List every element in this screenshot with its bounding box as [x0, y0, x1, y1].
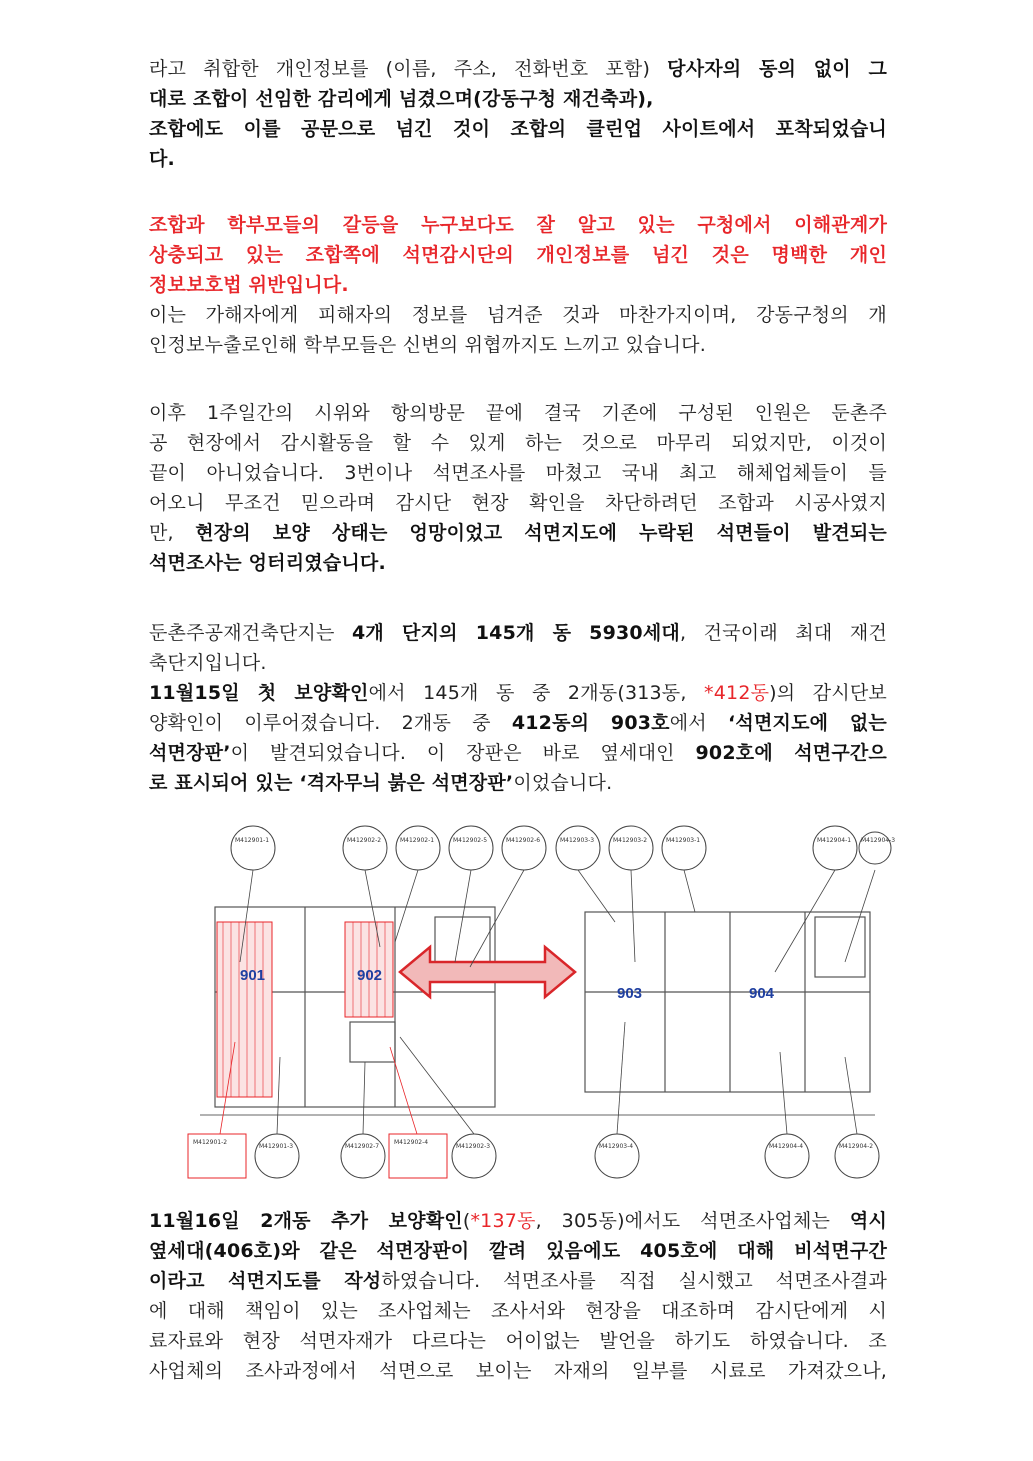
- text-line: [149, 548, 887, 578]
- text-line: [149, 428, 887, 458]
- text-line: [149, 84, 887, 114]
- sample-tag: M412904-2: [839, 1143, 874, 1150]
- text-run: 412동의 903호: [511, 712, 670, 734]
- text-run: ‘석면지도에 없는: [727, 712, 887, 734]
- text-run: 공 현장에서 감시활동을 할 수 있게 하는 것으로 마무리 되었지만, 이것이: [149, 432, 887, 454]
- text-run: )의 감시단보: [769, 682, 887, 704]
- sample-tag: M412901-1: [235, 837, 270, 844]
- text-line: [149, 210, 887, 240]
- text-run: 에 대해 책임이 있는 조사업체는 조사서와 현장을 대조하며 감시단에게 시: [149, 1300, 887, 1322]
- unit-label: 904: [749, 985, 775, 1002]
- text-line: [149, 518, 887, 548]
- sample-tag: M412903-2: [613, 837, 648, 844]
- text-run: 11월15일 첫 보양확인: [149, 682, 369, 704]
- text-run: 이후 1주일간의 시위와 항의방문 끝에 결국 기존에 구성된 인원은 둔촌주: [149, 402, 887, 424]
- text-run: 석면조사는 엉터리였습니다.: [149, 552, 386, 574]
- text-run: 사업체의 조사과정에서 석면으로 보이는 자재의 일부를 시료로 가져갔으나,: [149, 1360, 887, 1382]
- text-line: [149, 618, 887, 648]
- sample-tag: M412903-4: [599, 1143, 634, 1150]
- text-run: 역시: [849, 1210, 887, 1232]
- text-run: 축단지입니다.: [149, 652, 267, 674]
- text-line: [149, 768, 887, 798]
- text-line: [149, 708, 887, 738]
- text-line: [149, 1206, 887, 1236]
- text-run: (: [462, 1210, 471, 1232]
- paragraph-inspection: [149, 398, 887, 578]
- text-run: 당사자의 동의 없이 그: [667, 58, 887, 80]
- text-run: *137동: [470, 1210, 536, 1232]
- text-run: 이는 가해자에게 피해자의 정보를 넘겨준 것과 마찬가지이며, 강동구청의 개: [149, 304, 887, 326]
- text-line: [149, 54, 887, 84]
- text-run: 이 발견되었습니다. 이 장판은 바로 옆세대인: [230, 742, 696, 764]
- text-run: 4개 단지의 145개 동 5930세대: [352, 622, 680, 644]
- sample-tag: M412903-3: [560, 837, 595, 844]
- sample-tag: M412901-3: [259, 1143, 294, 1150]
- text-run: 조합에도 이를 공문으로 넘긴 것이 조합의 클린업 사이트에서 포착되었습니: [149, 118, 887, 140]
- sample-tag: M412902-6: [506, 837, 541, 844]
- sample-tag: M412902-3: [456, 1143, 491, 1150]
- text-run: 11월16일 2개동 추가 보양확인: [149, 1210, 463, 1232]
- paragraph-additional-inspection: [149, 1206, 887, 1386]
- text-run: 끝이 아니었습니다. 3번이나 석면조사를 마쳤고 국내 최고 해체업체들이 들: [149, 462, 887, 484]
- text-run: 하였습니다. 석면조사를 직접 실시했고 석면조사결과: [381, 1270, 888, 1292]
- sample-tag: M412902-5: [453, 837, 488, 844]
- text-run: 양확인이 이루어졌습니다. 2개동 중: [149, 712, 512, 734]
- sample-tag-group-top-right: [556, 826, 895, 972]
- text-run: 라고 취합한 개인정보를 (이름, 주소, 전화번호 포함): [149, 58, 668, 80]
- sample-tag: M412904-4: [769, 1143, 804, 1150]
- sample-tag: M412904-1: [817, 837, 852, 844]
- unit-label: 901: [240, 967, 266, 984]
- text-run: 현장의 보양 상태는 엉망이었고 석면지도에 누락된 석면들이 발견되는: [195, 522, 887, 544]
- paragraph-dunchon: [149, 618, 887, 798]
- paragraph-privacy: [149, 54, 887, 174]
- text-run: 조합과 학부모들의 갈등을 누구보다도 잘 알고 있는 구청에서 이해관계가: [149, 214, 887, 236]
- text-run: 어오니 무조건 믿으라며 감시단 현장 확인을 차단하려던 조합과 시공사였지: [149, 492, 887, 514]
- text-run: 인정보누출로인해 학부모들은 신변의 위협까지도 느끼고 있습니다.: [149, 334, 706, 356]
- text-run: 에서: [669, 712, 728, 734]
- paragraph-violation: [149, 210, 887, 360]
- text-run: 옆세대(406호)와 같은 석면장판이 깔려 있음에도 405호에 대해 비석면구간: [149, 1240, 887, 1262]
- text-run: 902호에 석면구간으: [695, 742, 887, 764]
- sample-tag: M412902-4: [394, 1139, 429, 1146]
- sample-tag: M412904-3: [861, 837, 896, 844]
- text-run: 료자료와 현장 석면자재가 다르다는 어이없는 발언을 하기도 하였습니다. 조: [149, 1330, 887, 1352]
- unit-label: 902: [357, 967, 383, 984]
- text-run: 정보보호법 위반입니다.: [149, 274, 349, 296]
- text-line: [149, 270, 887, 300]
- sample-tag: M412902-1: [400, 837, 435, 844]
- text-run: 다.: [149, 148, 175, 170]
- text-line: [149, 1356, 887, 1386]
- text-line: [149, 1236, 887, 1266]
- unit-label: 903: [617, 985, 643, 1002]
- sample-tag: M412903-1: [666, 837, 701, 844]
- text-line: [149, 738, 887, 768]
- text-run: 상충되고 있는 조합쪽에 석면감시단의 개인정보를 넘긴 것은 명백한 개인: [149, 244, 887, 266]
- sample-tag: M412902-7: [345, 1143, 380, 1150]
- text-line: [149, 1296, 887, 1326]
- text-run: 로 표시되어 있는 ‘격자무늬 붉은 석면장판’: [149, 772, 514, 794]
- text-line: [149, 398, 887, 428]
- text-run: *412동: [704, 682, 770, 704]
- text-line: [149, 300, 887, 330]
- text-run: 에서 145개 동 중 2개동(313동,: [368, 682, 705, 704]
- text-line: [149, 648, 887, 678]
- text-run: 만,: [149, 522, 196, 544]
- text-run: 대로 조합이 선임한 감리에게 넘겼으며(강동구청 재건축과),: [149, 88, 654, 110]
- sample-tag-group-bottom-right: [595, 1022, 879, 1178]
- text-run: 석면장판’: [149, 742, 231, 764]
- text-line: [149, 1266, 887, 1296]
- text-run: 이라고 석면지도를 작성: [149, 1270, 382, 1292]
- text-run: 둔촌주공재건축단지는: [149, 622, 353, 644]
- text-line: [149, 240, 887, 270]
- comparison-arrow: [400, 947, 575, 997]
- floor-plan-figure: [185, 822, 896, 1182]
- sample-tag: M412902-2: [347, 837, 382, 844]
- floor-plan-svg: [185, 822, 896, 1182]
- text-line: [149, 488, 887, 518]
- text-line: [149, 458, 887, 488]
- text-run: , 305동)에서도 석면조사업체는: [535, 1210, 850, 1232]
- sample-tag: M412901-2: [193, 1139, 228, 1146]
- text-line: [149, 678, 887, 708]
- text-line: [149, 330, 887, 360]
- text-run: 이었습니다.: [513, 772, 613, 794]
- text-line: [149, 144, 887, 174]
- text-line: [149, 1326, 887, 1356]
- text-line: [149, 114, 887, 144]
- text-run: , 건국이래 최대 재건: [679, 622, 888, 644]
- asbestos-zone-901: [217, 922, 272, 1097]
